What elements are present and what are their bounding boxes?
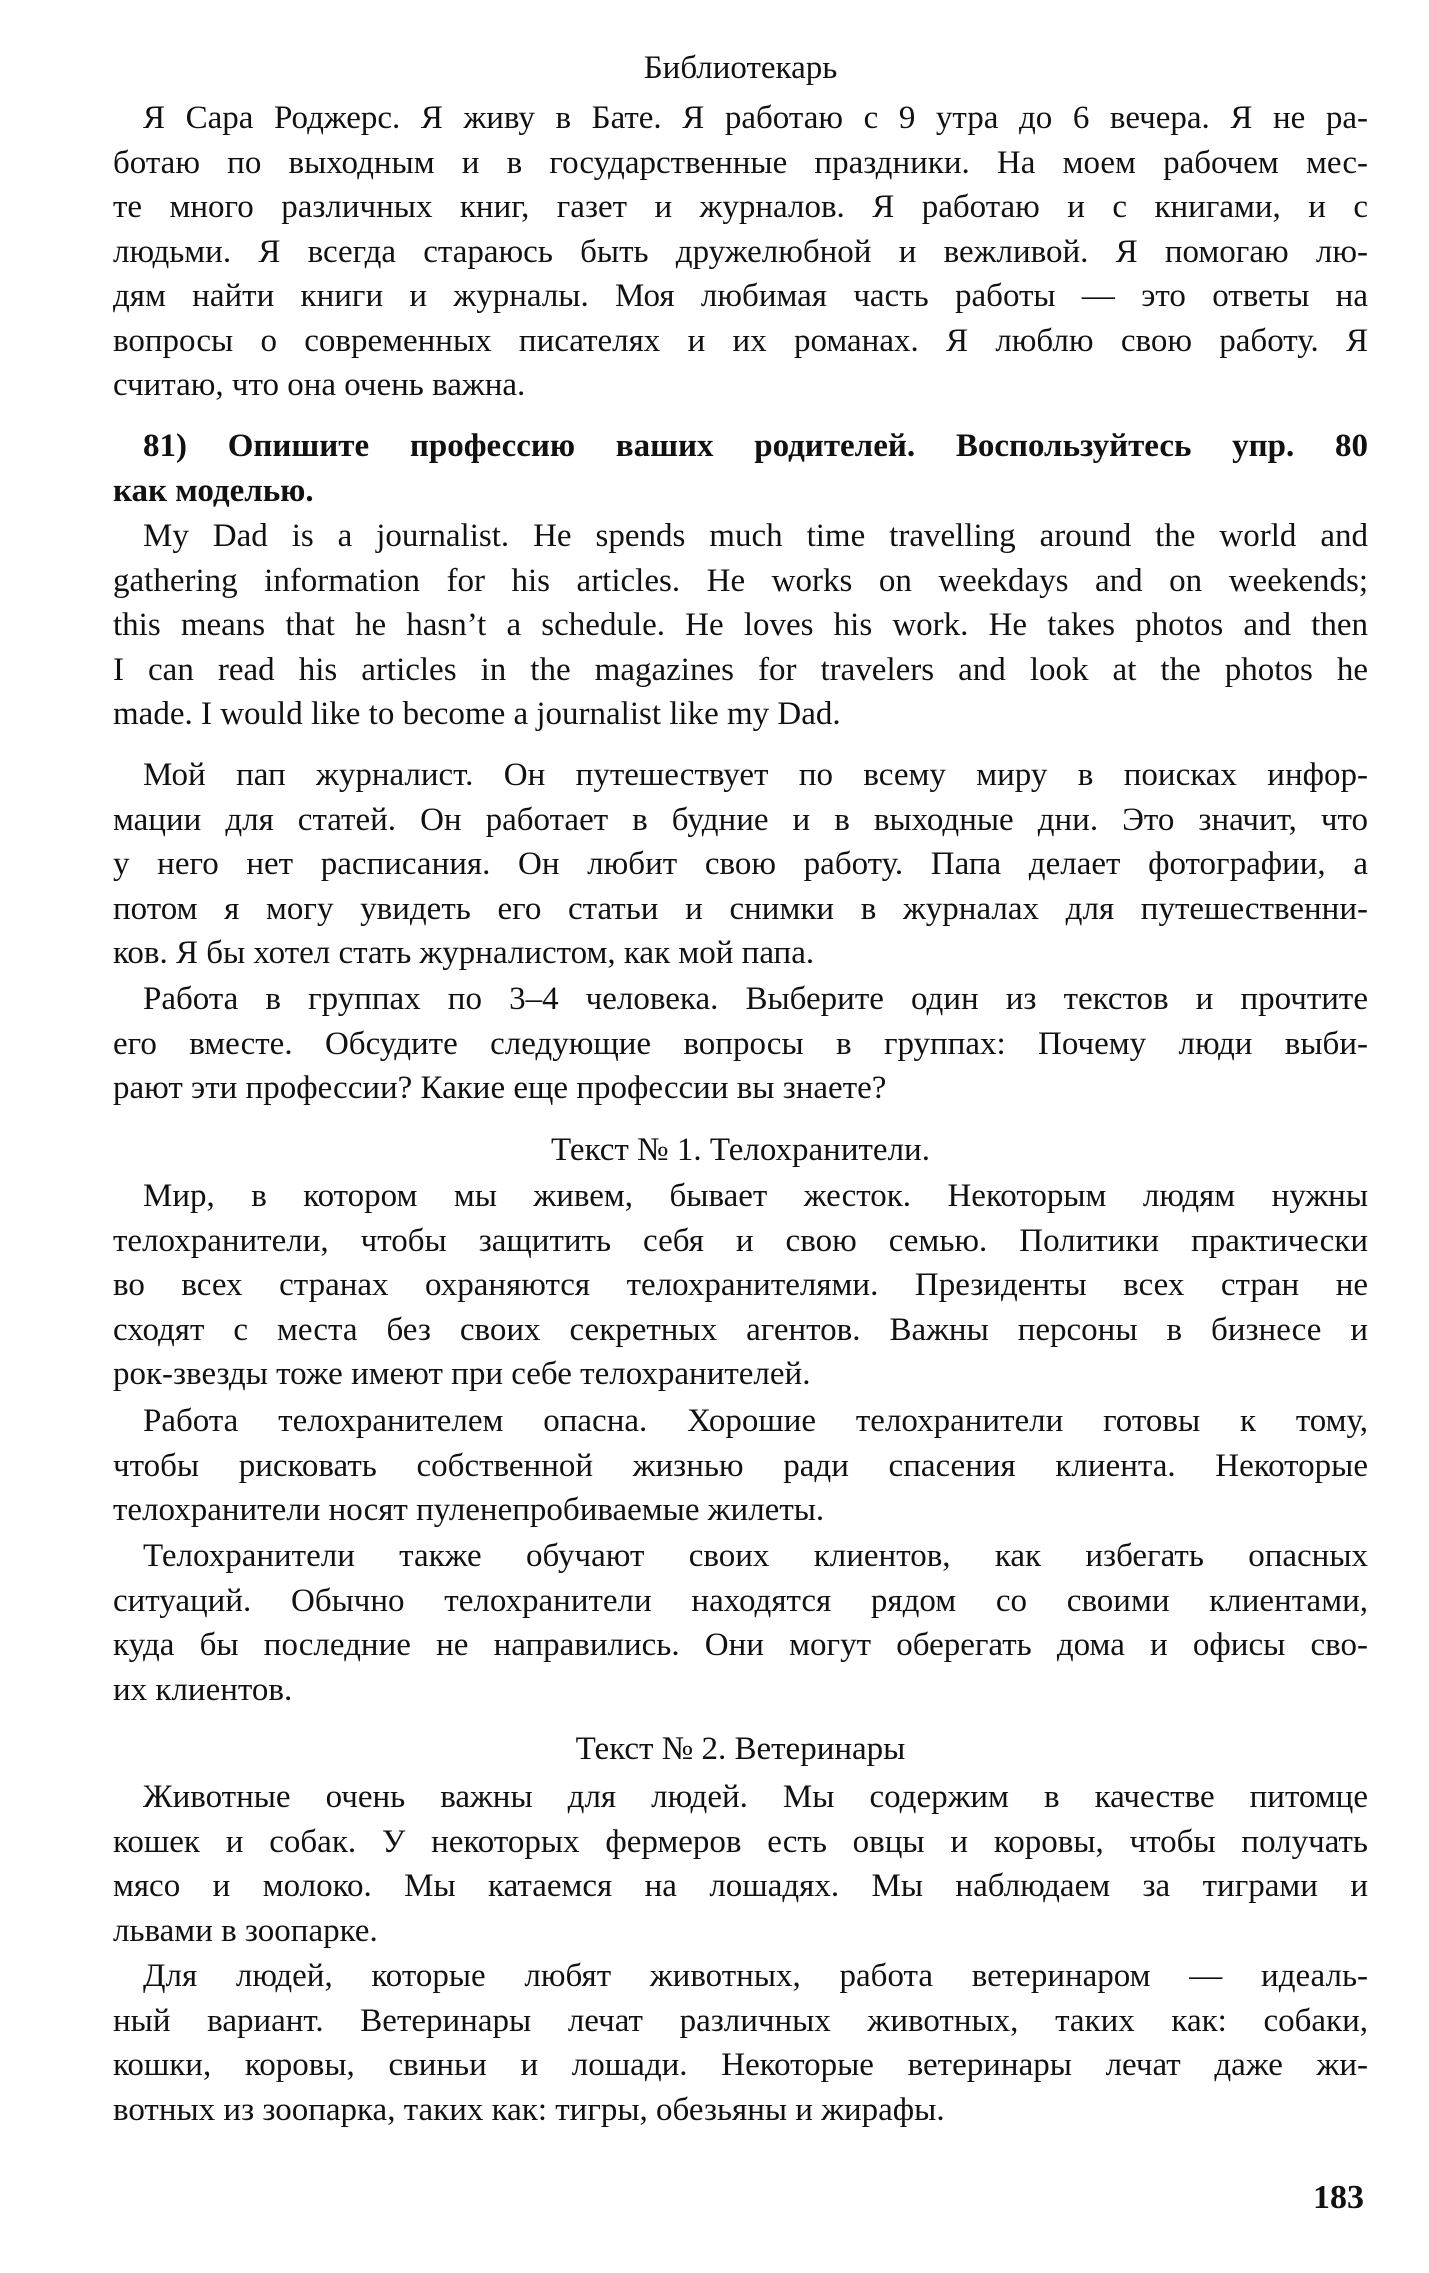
text-line: как моделью.	[113, 472, 314, 509]
text-line: вопросы о современных писателях и их романах. Я люблю свою работу. Я	[113, 322, 1368, 359]
text-line: мясо и молоко. Мы катаемся на лошадях. Мы наблюдаем за тиграми и	[113, 1868, 1368, 1904]
text-line: 81) Опишите профессию ваших родителей. Воспользуйтесь упр. 80	[143, 428, 1368, 464]
text-line: во всех странах охраняются телохранителями. Президенты всех стран не	[113, 1267, 1368, 1303]
text-line: считаю, что она очень важна.	[113, 367, 526, 403]
paragraph-text1-3	[113, 1534, 1368, 1712]
heading-text-1: Текст № 1. Телохранители.	[551, 1132, 930, 1168]
text-line: телохранители, чтобы защитить себя и свою семью. Политики практически	[113, 1222, 1368, 1259]
paragraph-text1-1	[113, 1174, 1368, 1397]
text-line: телохранители носят пуленепробиваемые жилеты.	[113, 1492, 825, 1528]
text-line: this means that he hasn’t a schedule. He loves his work. He takes photos and then	[113, 607, 1368, 643]
text-line: сходят с места без своих секретных агентов. Важны персоны в бизнесе и	[113, 1311, 1368, 1348]
text-line: Мой пап журналист. Он путешествует по всему миру в поисках инфор-	[143, 757, 1368, 793]
text-line: те много различных книг, газет и журналов. Я работаю и с книгами, и с	[113, 189, 1368, 225]
paragraph-text2-1	[113, 1775, 1368, 1953]
text-line: ный вариант. Ветеринары лечат различных животных, таких как: собаки,	[113, 2002, 1368, 2039]
exercise-81-heading	[113, 424, 1368, 513]
text-line: My Dad is a journalist. He spends much time travelling around the world and	[143, 518, 1368, 554]
text-line: Для людей, которые любят животных, работа ветеринаром — идеаль-	[143, 1958, 1368, 1994]
text-line: у него нет расписания. Он любит свою работу. Папа делает фотографии, а	[113, 846, 1368, 882]
text-line: людьми. Я всегда стараюсь быть дружелюбной и вежливой. Я помогаю лю-	[113, 233, 1368, 270]
text-line: Телохранители также обучают своих клиентов, как избегать опасных	[143, 1538, 1368, 1574]
text-line: вотных из зоопарка, таких как: тигры, обезьяны и жирафы.	[113, 2091, 945, 2128]
text-line: чтобы рисковать собственной жизнью ради спасения клиента. Некоторые	[113, 1447, 1368, 1484]
text-line: львами в зоопарке.	[113, 1912, 378, 1949]
text-line: made. I would like to become a journalist like my Dad.	[113, 696, 841, 732]
heading-librarian: Библиотекарь	[643, 50, 838, 86]
text-line: Животные очень важны для людей. Мы содержим в качестве питомце	[143, 1779, 1368, 1815]
text-line: ситуаций. Обычно телохранители находятся рядом со своими клиентами,	[113, 1582, 1368, 1619]
paragraph-text2-2	[113, 1954, 1368, 2132]
page-number: 183	[1313, 2179, 1364, 2216]
paragraph-group-task	[113, 977, 1368, 1111]
paragraph-english	[113, 514, 1368, 737]
heading-text-2: Текст № 2. Ветеринары	[575, 1731, 906, 1767]
text-line: кошек и собак. У некоторых фермеров есть овцы и коровы, чтобы получать	[113, 1823, 1368, 1860]
text-line: gathering information for his articles. He works on weekdays and on weekends;	[113, 562, 1368, 599]
text-line: ков. Я бы хотел стать журналистом, как мой папа.	[113, 935, 815, 971]
text-line: мации для статей. Он работает в будние и в выходные дни. Это значит, что	[113, 801, 1368, 838]
text-line: Я Сара Роджерс. Я живу в Бате. Я работаю с 9 утра до 6 вечера. Я не ра-	[143, 100, 1368, 136]
text-line: кошки, коровы, свиньи и лошади. Некоторые ветеринары лечат даже жи-	[113, 2047, 1368, 2083]
text-line: их клиентов.	[113, 1671, 293, 1708]
text-line: рают эти профессии? Какие еще профессии вы знаете?	[113, 1070, 887, 1106]
paragraph-russian	[113, 753, 1368, 976]
text-line: куда бы последние не направились. Они могут оберегать дома и офисы сво-	[113, 1627, 1368, 1663]
text-line: потом я могу увидеть его статьи и снимки в журналах для путешественни-	[113, 890, 1368, 927]
text-line: ботаю по выходным и в государственные праздники. На моем рабочем мес-	[113, 144, 1368, 181]
text-line: Мир, в котором мы живем, бывает жесток. Некоторым людям нужны	[143, 1178, 1368, 1214]
text-line: дям найти книги и журналы. Моя любимая часть работы — это ответы на	[113, 278, 1368, 314]
text-line: его вместе. Обсудите следующие вопросы в группах: Почему люди выби-	[113, 1025, 1368, 1062]
text-line: рок-звезды тоже имеют при себе телохранителей.	[113, 1356, 811, 1392]
text-line: Работа телохранителем опасна. Хорошие телохранители готовы к тому,	[143, 1403, 1368, 1439]
paragraph-librarian	[113, 96, 1368, 408]
paragraph-text1-2	[113, 1399, 1368, 1533]
text-line: Работа в группах по 3–4 человека. Выберите один из текстов и прочтите	[143, 981, 1368, 1017]
text-line: I can read his articles in the magazines for travelers and look at the photos he	[113, 651, 1368, 688]
